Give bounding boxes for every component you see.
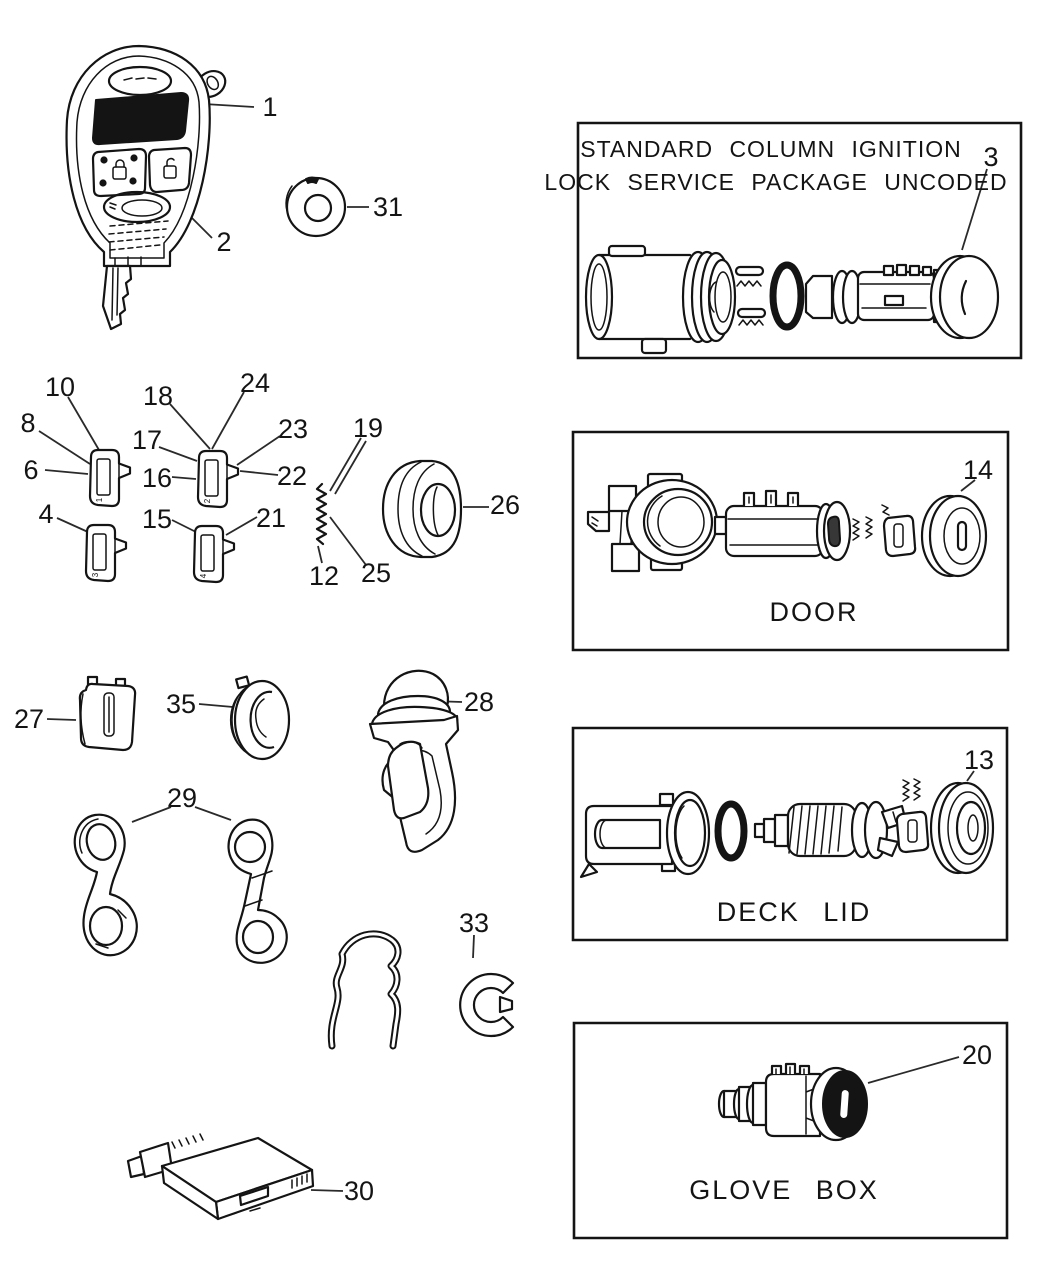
callout-18: 18 bbox=[142, 381, 174, 411]
glove-box-cap bbox=[811, 1068, 867, 1140]
callout-15: 15 bbox=[141, 504, 173, 534]
lock-lever-28-illustration bbox=[370, 671, 458, 852]
callout-31: 31 bbox=[372, 192, 404, 222]
callout-30: 30 bbox=[343, 1176, 375, 1206]
deck-lid-box-label: DECK LID bbox=[716, 897, 872, 927]
callout-14: 14 bbox=[962, 455, 994, 485]
key-with-transmitter-illustration bbox=[67, 46, 231, 329]
ignition-box-title-line2: LOCK SERVICE PACKAGE UNCODED bbox=[544, 169, 1008, 195]
lock-face-cap-27-illustration bbox=[80, 677, 135, 750]
callout-23: 23 bbox=[277, 414, 309, 444]
ignition-cylinder bbox=[806, 265, 943, 323]
tumbler-stamp: 4 bbox=[199, 573, 208, 579]
deck-cylinder bbox=[755, 802, 906, 858]
callout-10: 10 bbox=[44, 372, 76, 402]
ignition-pins-and-springs bbox=[736, 267, 765, 325]
callout-17: 17 bbox=[131, 425, 163, 455]
callout-8: 8 bbox=[20, 408, 36, 438]
callout-20: 20 bbox=[961, 1040, 993, 1070]
tumbler-spring-illustration bbox=[317, 484, 326, 544]
deck-cap bbox=[931, 783, 993, 873]
door-housing bbox=[627, 474, 717, 570]
callout-16: 16 bbox=[141, 463, 173, 493]
link-levers-29-illustration bbox=[75, 815, 287, 963]
coil-spring-35-illustration bbox=[231, 677, 289, 759]
transmitter-display-panel bbox=[93, 93, 188, 144]
ignition-box-title-line1: STANDARD COLUMN IGNITION bbox=[580, 136, 962, 162]
deck-lid-assembly-illustration bbox=[581, 779, 993, 877]
callout-35: 35 bbox=[165, 689, 197, 719]
callout-6: 6 bbox=[23, 455, 39, 485]
unlock-button bbox=[149, 148, 191, 192]
lock-button bbox=[93, 149, 146, 196]
grommet-31-illustration bbox=[286, 178, 345, 237]
door-box-label: DOOR bbox=[769, 597, 859, 627]
tumbler-stamp: 1 bbox=[95, 497, 104, 503]
callout-1: 1 bbox=[262, 92, 278, 122]
door-tumbler bbox=[882, 505, 915, 556]
receiver-module-30-illustration bbox=[128, 1134, 313, 1219]
callout-29: 29 bbox=[166, 783, 198, 813]
door-cap bbox=[922, 496, 986, 576]
callout-27: 27 bbox=[13, 704, 45, 734]
callout-33: 33 bbox=[458, 908, 490, 938]
deck-o-ring bbox=[718, 804, 744, 858]
ignition-housing bbox=[586, 246, 735, 353]
door-cylinder bbox=[715, 491, 850, 560]
callout-25: 25 bbox=[360, 558, 392, 588]
key-blade bbox=[103, 266, 131, 329]
ignition-o-ring bbox=[773, 265, 801, 327]
callout-26: 26 bbox=[489, 490, 521, 520]
glove-box-label: GLOVE BOX bbox=[689, 1175, 879, 1205]
glove-box-assembly-illustration bbox=[719, 1064, 867, 1140]
ignition-cap bbox=[931, 256, 998, 338]
callout-3: 3 bbox=[983, 142, 999, 172]
grommet-26-illustration bbox=[383, 461, 461, 557]
callout-12: 12 bbox=[308, 561, 340, 591]
callout-28: 28 bbox=[463, 687, 495, 717]
e-clip-33-illustration bbox=[460, 974, 513, 1036]
ignition-lock-assembly-illustration bbox=[586, 246, 998, 353]
callout-19: 19 bbox=[352, 413, 384, 443]
callout-2: 2 bbox=[216, 227, 232, 257]
deck-tumbler bbox=[897, 812, 928, 852]
door-lock-assembly-illustration bbox=[588, 474, 986, 576]
callout-4: 4 bbox=[38, 499, 54, 529]
callout-21: 21 bbox=[255, 503, 287, 533]
tumbler-stamp: 3 bbox=[91, 572, 100, 578]
deck-spring bbox=[903, 779, 920, 801]
deck-housing bbox=[581, 792, 709, 877]
tumbler-stamp: 2 bbox=[203, 498, 212, 504]
callout-22: 22 bbox=[276, 461, 308, 491]
wire-retainer-clip-illustration bbox=[331, 934, 398, 1046]
callout-13: 13 bbox=[963, 745, 995, 775]
callout-24: 24 bbox=[239, 368, 271, 398]
door-springs bbox=[853, 517, 872, 540]
